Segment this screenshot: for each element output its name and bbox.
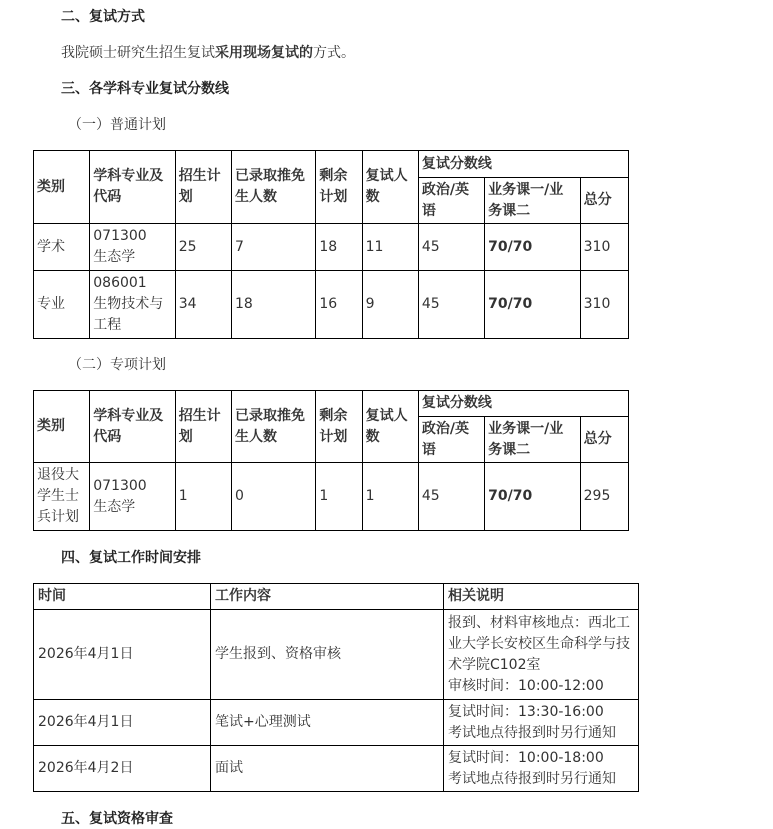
cell-category: 退役大学生士兵计划 [34,463,90,531]
header-score-line: 复试分数线 [418,391,628,417]
retest-method-text-end: 方式。 [313,45,355,61]
header-enroll-plan: 招生计划 [175,151,231,224]
table-row [34,271,629,339]
table-row [34,610,639,700]
header-politics-english: 政治/英语 [418,178,484,224]
retest-method-bold: 采用现场复试的 [215,45,313,61]
cell-admitted: 0 [231,463,315,531]
header-courses: 业务课一/业务课二 [485,178,580,224]
header-major: 学科专业及代码 [90,391,175,463]
note-line: 考试地点待报到时另行通知 [448,724,616,741]
note-line: 审核时间：10:00-12:00 [448,677,604,694]
special-plan-subtitle: （二）专项计划 [68,357,166,373]
table-row [34,700,639,746]
cell-total: 310 [580,271,628,339]
header-politics-english: 政治/英语 [418,417,484,463]
header-category: 类别 [34,151,90,224]
cell-content: 笔试+心理测试 [211,700,444,746]
major-code: 071300 [93,477,147,494]
cell-admitted: 7 [231,224,315,271]
header-courses: 业务课一/业务课二 [485,417,580,463]
regular-plan-table [33,150,629,339]
regular-plan-subtitle: （一）普通计划 [68,117,166,133]
header-total: 总分 [580,417,628,463]
header-major: 学科专业及代码 [90,151,175,224]
major-name: 生物技术与工程 [93,296,164,333]
header-admitted-exempt: 已录取推免生人数 [231,391,315,463]
retest-method-text: 我院硕士研究生招生复试 [61,45,215,61]
cell-politics-english: 45 [418,224,484,271]
cell-courses: 70/70 [485,224,580,271]
cell-major [90,463,175,531]
cell-admitted: 18 [231,271,315,339]
header-total: 总分 [580,178,628,224]
header-retest-count: 复试人数 [362,391,418,463]
section-2-title: 二、复试方式 [61,9,145,25]
retest-method-paragraph [61,43,355,63]
cell-politics-english: 45 [418,463,484,531]
header-retest-count: 复试人数 [362,151,418,224]
cell-category: 学术 [34,224,90,271]
cell-note [444,700,639,746]
schedule-table [33,583,639,792]
cell-major [90,224,175,271]
major-code: 086001 [93,275,147,291]
cell-major [90,271,175,339]
cell-courses: 70/70 [485,271,580,339]
section-5-title: 五、复试资格审查 [61,811,173,827]
cell-total: 310 [580,224,628,271]
table-row [34,463,629,531]
header-score-line: 复试分数线 [418,151,628,178]
major-name: 生态学 [93,249,136,265]
header-note: 相关说明 [444,584,639,610]
header-enroll-plan: 招生计划 [175,391,231,463]
note-line: 复试时间：13:30-16:00 [448,703,604,720]
cell-remaining: 1 [316,463,362,531]
cell-remaining: 16 [316,271,362,339]
header-remaining: 剩余计划 [316,151,362,224]
header-content: 工作内容 [211,584,444,610]
cell-note [444,746,639,792]
cell-retest: 1 [362,463,418,531]
cell-category: 专业 [34,271,90,339]
cell-enroll: 34 [175,271,231,339]
cell-retest: 9 [362,271,418,339]
cell-total: 295 [580,463,628,531]
cell-retest: 11 [362,224,418,271]
cell-courses: 70/70 [485,463,580,531]
header-remaining: 剩余计划 [316,391,362,463]
header-category: 类别 [34,391,90,463]
cell-note [444,610,639,700]
note-line: 报到、材料审核地点：西北工业大学长安校区生命科学与技术学院C102室 [448,614,630,673]
cell-enroll: 1 [175,463,231,531]
note-line: 考试地点待报到时另行通知 [448,770,616,787]
cell-content: 学生报到、资格审核 [211,610,444,700]
cell-time: 2026年4月2日 [34,746,211,792]
header-admitted-exempt: 已录取推免生人数 [231,151,315,224]
table-row [34,224,629,271]
special-plan-table [33,390,629,531]
cell-politics-english: 45 [418,271,484,339]
section-4-title: 四、复试工作时间安排 [61,550,201,566]
cell-time: 2026年4月1日 [34,610,211,700]
cell-time: 2026年4月1日 [34,700,211,746]
cell-content: 面试 [211,746,444,792]
note-line: 复试时间：10:00-18:00 [448,749,604,766]
major-name: 生态学 [93,498,136,515]
section-3-title: 三、各学科专业复试分数线 [61,81,229,97]
cell-enroll: 25 [175,224,231,271]
major-code: 071300 [93,228,147,244]
header-time: 时间 [34,584,211,610]
cell-remaining: 18 [316,224,362,271]
table-row [34,746,639,792]
